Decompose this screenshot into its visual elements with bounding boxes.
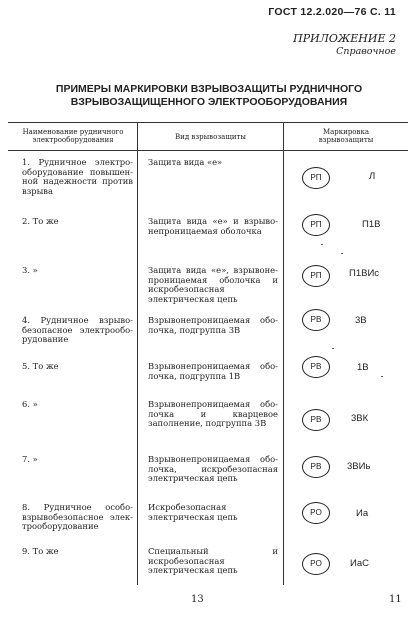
standard-header: ГОСТ 12.2.020—76 С. 11 (268, 6, 396, 18)
row-9-marking-code: ИаС (350, 558, 369, 569)
row-5-marking-circle: РВ (302, 356, 330, 378)
row-6-marking-circle: РВ (302, 409, 330, 431)
row-9-name: 9. То же (22, 546, 59, 556)
page-number-right: 11 (389, 594, 402, 605)
row-4-marking-circle: РВ (302, 309, 330, 331)
row-2-marking-circle: РП (302, 214, 330, 236)
row-8-name: 8. Рудничное особовзрывобезопасное электрооборудование (22, 502, 133, 532)
row-2-protection: Защита вида «е» и взрывонепроницаемая оболочка (148, 216, 278, 236)
scan-speck (341, 253, 343, 254)
column-header-protection: Вид взрывозащиты (175, 133, 246, 141)
row-4-protection: Взрывонепроницаемая оболочка, подгруппа 3В (148, 315, 278, 335)
row-3-protection: Защита вида «е», взрывонепроницаемая оболочка и искробезопасная электрическая цепь (148, 265, 278, 304)
row-3-name: 3. » (22, 265, 38, 275)
table-header-rule (8, 150, 408, 151)
row-8-protection: Искробезопасная электрическая цепь (148, 502, 238, 522)
row-3-marking-code: П1ВИс (349, 268, 380, 279)
row-4-name: 4. Рудничное взрывобезопасное электрооборудование (22, 315, 133, 345)
row-6-marking-code: 3ВК (351, 413, 369, 424)
column-header-name: Наименование рудничного электрооборудования (22, 128, 124, 144)
row-9-marking-circle: РО (302, 553, 330, 575)
row-7-marking-circle: РВ (302, 456, 330, 478)
row-7-name: 7. » (22, 454, 38, 464)
row-1-marking-code: Л (369, 171, 376, 182)
row-8-marking-code: Иа (356, 508, 369, 519)
title-line-1: ПРИМЕРЫ МАРКИРОВКИ ВЗРЫВОЗАЩИТЫ РУДНИЧНОГО (55, 83, 363, 95)
row-8-marking-circle: РО (302, 502, 330, 524)
column-divider-2 (283, 122, 284, 585)
scan-speck (332, 348, 334, 349)
row-1-name: 1. Рудничное электрооборудование повышенной надежности против взрыва (22, 157, 133, 196)
column-header-marking: Маркировка взрывозащиты (318, 128, 374, 144)
page-number-center: 13 (191, 594, 204, 605)
table-top-rule (8, 122, 408, 123)
row-6-name: 6. » (22, 399, 38, 409)
row-5-name: 5. То же (22, 361, 59, 371)
column-divider-1 (137, 122, 138, 585)
scan-speck (381, 376, 383, 377)
row-3-marking-circle: РП (302, 265, 330, 287)
reference-label: Справочное (336, 46, 396, 57)
row-1-marking-circle: РП (302, 167, 330, 189)
row-1-protection: Защита вида «е» (148, 157, 223, 167)
row-9-protection: Специальный и искробезопасная электрическая цепь (148, 546, 278, 576)
row-2-name: 2. То же (22, 216, 59, 226)
title-line-2: ВЗРЫВОЗАЩИЩЕННОГО ЭЛЕКТРООБОРУДОВАНИЯ (70, 96, 348, 108)
page-title (0, 83, 418, 109)
appendix-label: ПРИЛОЖЕНИЕ 2 (293, 32, 396, 45)
row-6-protection: Взрывонепроницаемая оболочка и кварцевое заполнение, подгруппа 3В (148, 399, 278, 429)
row-2-marking-code: П1В (362, 219, 381, 230)
row-5-protection: Взрывонепроницаемая оболочка, подгруппа 1В (148, 361, 278, 381)
row-7-protection: Взрывонепроницаемая оболочка, искробезопасная электрическая цепь (148, 454, 278, 484)
row-5-marking-code: 1В (357, 362, 369, 373)
row-7-marking-code: 3ВИь (347, 461, 371, 472)
scan-speck (321, 244, 323, 245)
row-4-marking-code: 3В (355, 315, 367, 326)
